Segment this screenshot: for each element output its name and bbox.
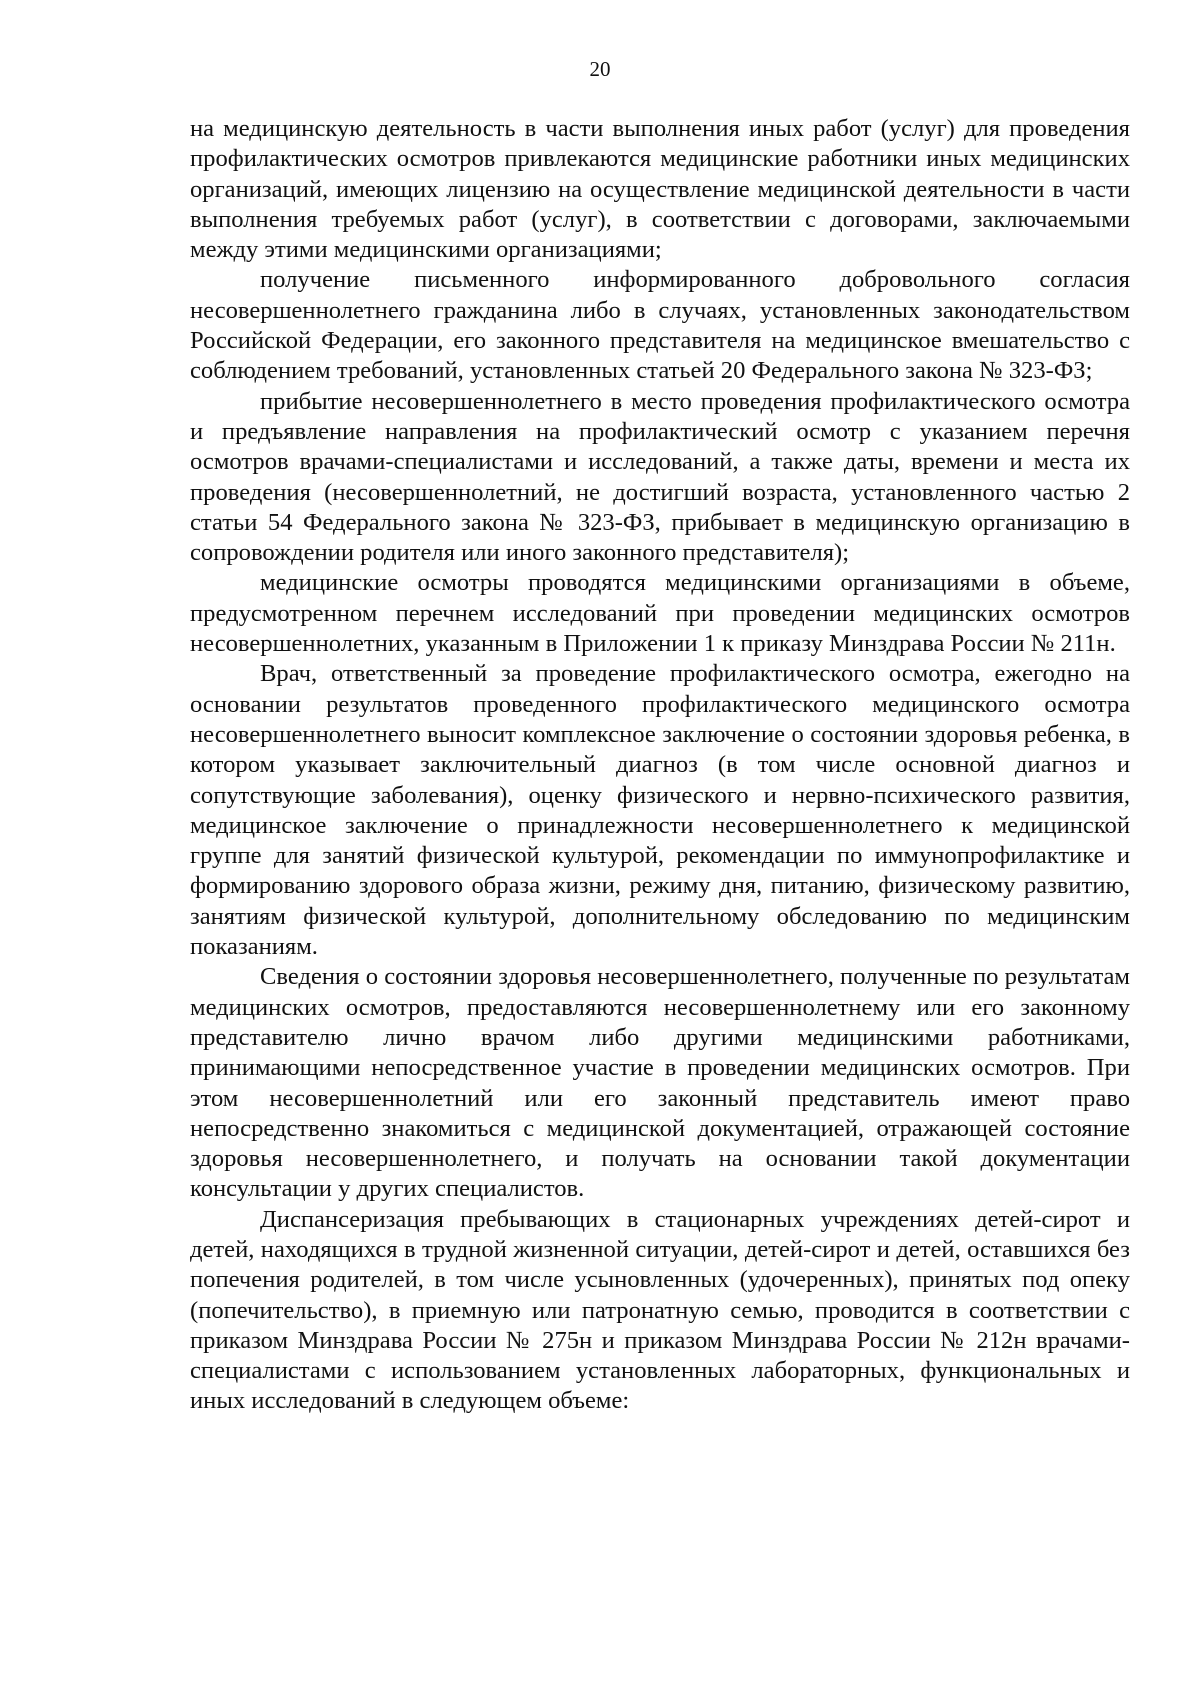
paragraph-continuation: на медицинскую деятельность в части выполнения иных работ (услуг) для проведения профилактических осмотров привлекаются медицинские работники иных медицинских организаций, имеющих лицензию на осуществление медицинской деятельности в части выполнения требуемых работ (услуг), в соответствии с договорами, заключаемыми между этими медицинскими организациями; [190,115,1130,264]
paragraph-consent: получение письменного информированного добровольного согласия несовершеннолетнего гражданина либо в случаях, установленных законодательством Российской Федерации, его законного представителя на медицинское вмешательство с соблюдением требований, установленных статьей 20 Федерального закона № 323-ФЗ; [190,266,1130,385]
paragraph-health-info: Сведения о состоянии здоровья несовершеннолетнего, полученные по результатам медицинских осмотров, предоставляются несовершеннолетнему или его законному представителю лично врачом либо другими медицинскими работниками, принимающими непосредственное участие в проведении медицинских осмотров. При этом несовершеннолетний или его законный представитель имеют право непосредственно знакомиться с медицинской документацией, отражающей состояние здоровья несовершеннолетнего, и получать на основании такой документации консультации у других специалистов. [190,963,1130,1203]
paragraph-arrival: прибытие несовершеннолетнего в место проведения профилактического осмотра и предъявление направления на профилактический осмотр с указанием перечня осмотров врачами-специалистами и исследований, а также даты, времени и места их проведения (несовершеннолетний, не достигший возраста, установленного частью 2 статьи 54 Федерального закона № 323-ФЗ, прибывает в медицинскую организацию в сопровождении родителя или иного законного представителя); [190,387,1130,567]
document-body [190,114,1130,1417]
page-number: 20 [589,57,611,81]
paragraph-orphans-screening: Диспансеризация пребывающих в стационарных учреждениях детей-сирот и детей, находящихся в трудной жизненной ситуации, детей-сирот и детей, оставшихся без попечения родителей, в том числе усыновленных (удочеренных), принятых под опеку (попечительство), в приемную или патронатную семью, проводится в соответствии с приказом Минздрава России № 275н и приказом Минздрава России № 212н врачами-специалистами с использованием установленных лабораторных, функциональных и иных исследований в следующем объеме: [190,1205,1130,1415]
paragraph-doctor-conclusion: Врач, ответственный за проведение профилактического осмотра, ежегодно на основании результатов проведенного профилактического медицинского осмотра несовершеннолетнего выносит комплексное заключение о состоянии здоровья ребенка, в котором указывает заключительный диагноз (в том числе основной диагноз и сопутствующие заболевания), оценку физического и нервно-психического развития, медицинское заключение о принадлежности несовершеннолетнего к медицинской группе для занятий физической культурой, рекомендации по иммунопрофилактике и формированию здорового образа жизни, режиму дня, питанию, физическому развитию, занятиям физической культурой, дополнительному обследованию по медицинским показаниям. [190,660,1130,961]
paragraph-exam-scope: медицинские осмотры проводятся медицинскими организациями в объеме, предусмотренном перечнем исследований при проведении медицинских осмотров несовершеннолетних, указанным в Приложении 1 к приказу Минздрава России № 211н. [190,569,1130,658]
